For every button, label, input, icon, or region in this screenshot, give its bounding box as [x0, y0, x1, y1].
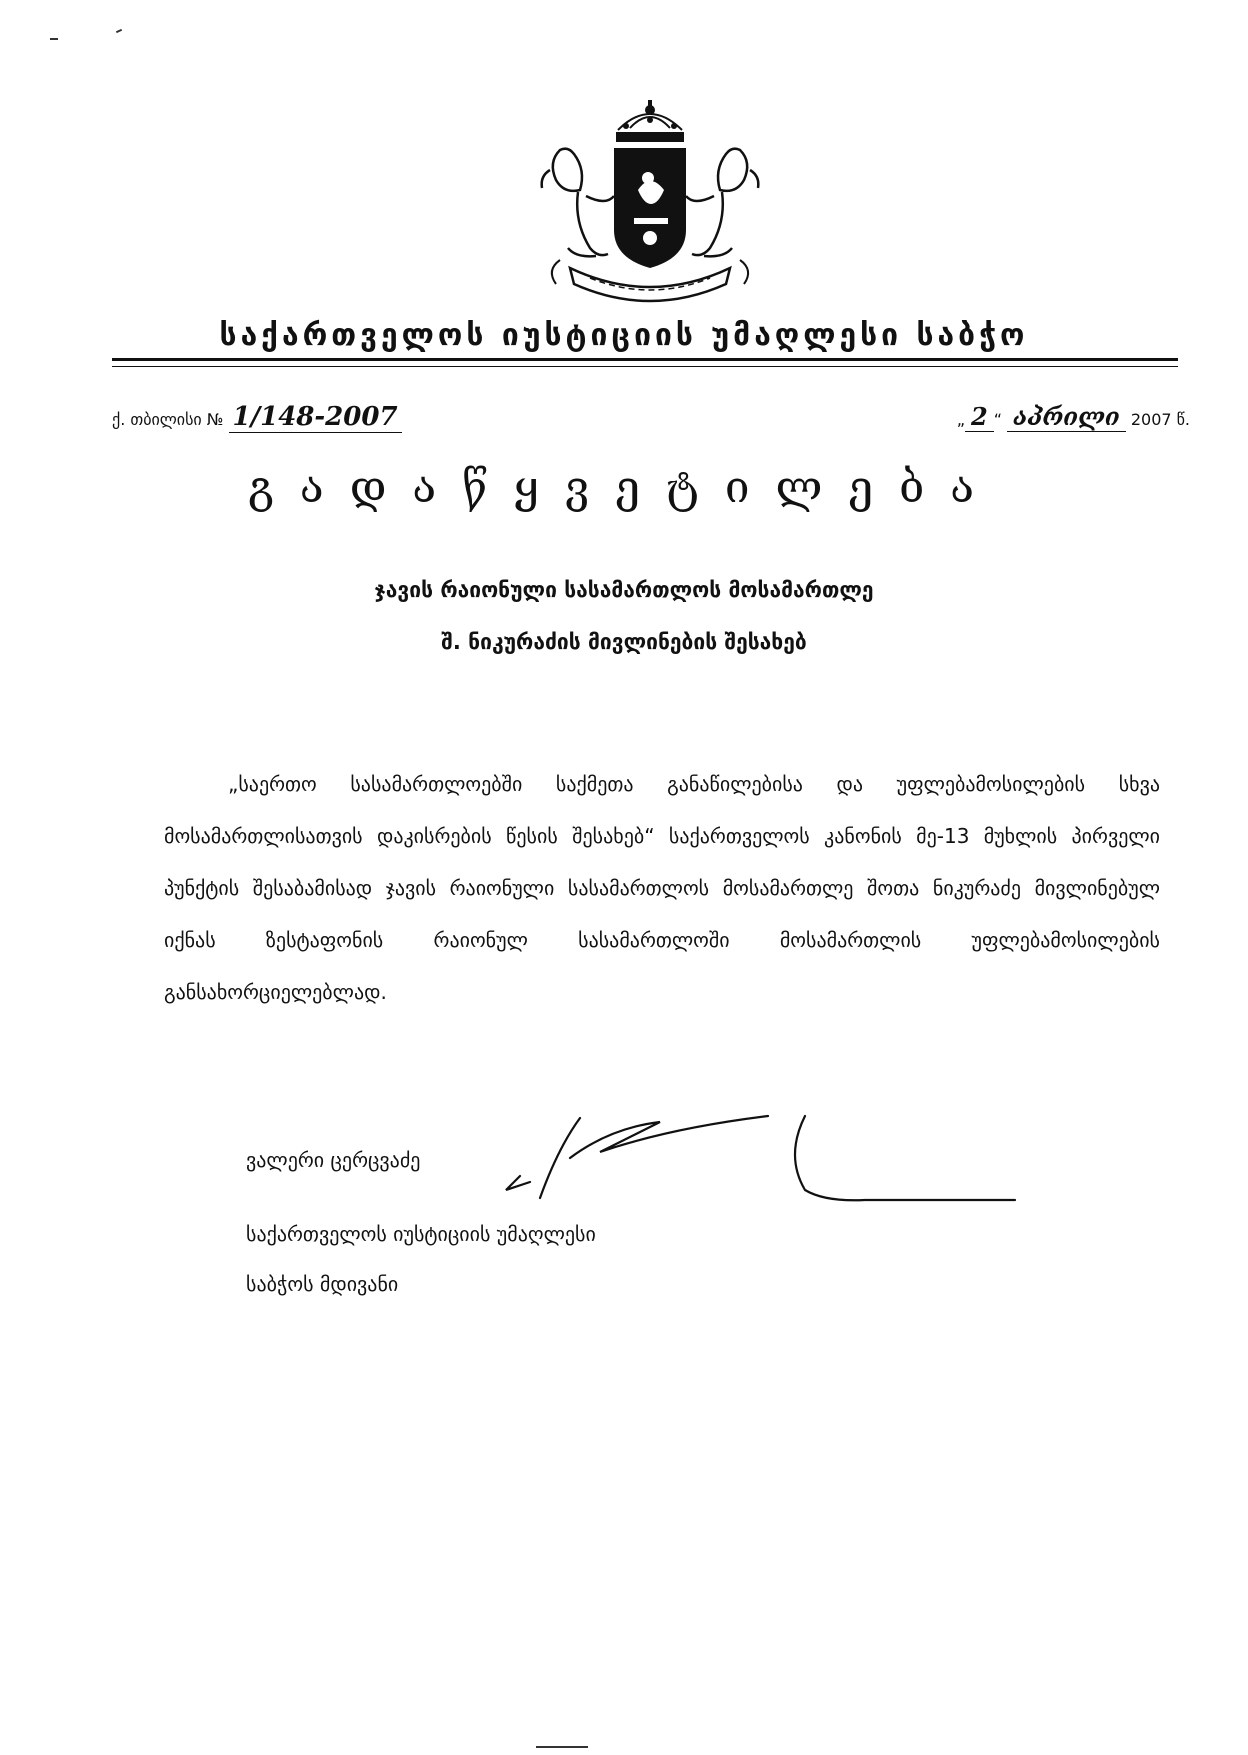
- document-type-heading: გადაწყვეტილება: [247, 462, 1000, 513]
- subject-line-1: ჯავის რაიონული სასამართლოს მოსამართლე: [374, 578, 874, 602]
- scan-mark: [116, 29, 122, 33]
- document-number-line: [112, 402, 402, 432]
- scan-mark: [50, 38, 58, 40]
- date-year: 2007 წ.: [1130, 410, 1190, 429]
- subject-line-2: შ. ნიკურაძის მივლინების შესახებ: [441, 630, 807, 654]
- decision-body-text: „საერთო სასამართლოებში საქმეთა განაწილებისა და უფლებამოსილების სხვა მოსამართლისათვის დაკისრების წესის შესახებ“ საქართველოს კანონის მე-13 მუხლის პირველი პუნქტის შესაბამისად ჯავის რაიონული სასამართლოს მოსამართლე შოთა ნიკურაძე მივლინებულ იქნას ზესტაფონის რაიონულ სასამართლოში მოსამართლის უფლებამოსილების განსახორციელებლად.: [164, 772, 1160, 1004]
- header-rule-thin: [112, 366, 1178, 367]
- handwritten-signature-icon: [500, 1098, 1020, 1208]
- signer-position-line-2: საბჭოს მდივანი: [246, 1272, 399, 1296]
- signer-position-line-1: საქართველოს იუსტიციის უმაღლესი: [246, 1222, 596, 1246]
- date-quote-open: „: [956, 410, 966, 429]
- document-number: 1/148-2007: [229, 402, 402, 433]
- city-label: ქ. თბილისი №: [112, 410, 224, 429]
- scan-mark: [536, 1746, 588, 1748]
- date-quote-close: “: [993, 410, 1003, 429]
- document-date-line: [957, 402, 1190, 431]
- date-day: 2: [965, 402, 994, 432]
- signer-name: ვალერი ცერცვაძე: [246, 1148, 421, 1172]
- header-rule: [112, 358, 1178, 361]
- organization-title: საქართველოს იუსტიციის უმაღლესი საბჭო: [219, 318, 1029, 353]
- date-month: აპრილი: [1007, 402, 1126, 432]
- coat-of-arms-icon: [530, 100, 770, 310]
